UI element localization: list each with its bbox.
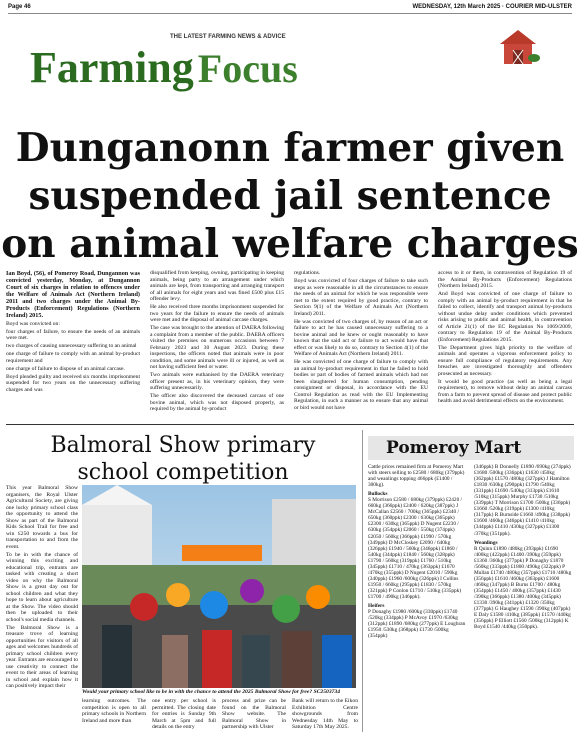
paragraph: disqualified from keeping, owning, participating in keeping animals, being party to an arrangement under which animals are kept, from transporting and arranging transport of all animals for eight years and was fined £500 plus £15 offender levy. <box>150 270 284 302</box>
paragraph: one charge of failure to dispose of an animal carcase. <box>6 365 125 372</box>
brand-word-farming: Farming <box>30 43 194 92</box>
paragraph: Boyd pleaded guilty and received six months imprisonment suspended for two years on the unnecessary suffering charges and was <box>6 373 140 393</box>
balmoral-bottom-col-4: Bank will return to the Eikon Exhibition Centre showgrounds from Wednesday 14th May to Saturday 17th May 2025. <box>292 698 358 730</box>
mart-prices: S Morrison £2580 / 680kg (379ppk) £2420 / 660kg (366ppk) £2400 / 620kg (387ppk) J McCallan £2560 / 700kg (365ppk) £2340 / 650kg (360ppk) £2300 / 630kg (365ppk) £2300 / 630kg (365ppk) D Nugent £2230 / 630kg (354ppk) £2060 / 550kg (374ppk) £2050 / 560kg (366ppk) £1990 / 570kg (349ppk) D McCloskey £2090 / 640kg (326ppk) £1940 / 560kg (346ppk) £1860 / 540kg (344ppk) £1840 / 560kg (328ppk) £1790 / 560kg (319ppk) £1760 / 510kg (345ppk) £1710 / 470kg (363ppk) £1670 /470kg (355ppk) D Nugent £2010 / 590kg (340ppk) £1960 /600kg (326ppk) I Collins £1950 / 660kg (295ppk) £1830 / 570kg (321ppk) P Conlon £1710 / 510kg (335ppk) £1700 / 490kg (346ppk). <box>368 497 463 600</box>
brand-word-focus: Focus <box>197 46 298 91</box>
page-number: Page 46 <box>8 4 31 10</box>
paragraph: To be in with the chance of winning this exciting and educational trip, entrants are tasked with creating a short video on why the Balmoral Show is a great day out for school children and what they hope to learn about agriculture at the Show. The video should then be uploaded to their school's social media channels. <box>6 551 78 623</box>
main-story-body <box>6 270 574 418</box>
barn-icon <box>496 26 540 66</box>
balmoral-headline <box>6 432 360 486</box>
paragraph: Boyd was convicted of four charges of failure to take such steps as were reasonable in all the circumstances to ensure the needs of an animal for which he was responsible were met to the extent required by good practice, contrary to Section 9(1) of the Welfare of Animals Act (Northern Ireland) 2011. <box>294 278 428 317</box>
dateline: WEDNESDAY, 12th March 2025 · COURIER MID-ULSTER <box>412 4 572 10</box>
paragraph: And Boyd was convicted of one charge of failure to comply with an animal by-product requirement in that he failed to collect, identify and transport animal by-products without undue delay under conditions which prevented risks arising to public and animal health, in contravention of Article 21(1) of the EC Regulation No 1069/2009, contrary to Regulation 19 of the Animal By-Products (Enforcement) Regulations 2015. <box>438 291 572 343</box>
story-column-1 <box>6 270 140 395</box>
mart-column-1 <box>368 464 468 639</box>
mart-subhead-bullocks: Bullocks <box>368 491 388 498</box>
paragraph: The case was brought to the attention of DAERA following a complaint from a member of the public. DAERA officers visited the premises on numerous occasions between 7 February 2023 and 30 August 2023. During these inspections, the officers noted that animals were in poor condition, and some animals were ill or injured, as well as not having sufficient feed or water. <box>150 325 284 370</box>
mart-prices: (346ppk) B Donnelly £1890 /690kg (274ppk) £1680 /500kg (336ppk) £1630 /450kg (362ppk) £1570 /480kg (327ppk) J Hamilton £1830 /630kg (290ppk) £1790 /540kg (331ppk) £1690 /540kg (313ppk) £1610 /510kg (315ppk) Murphy £1730 /510kg (339ppk) T Morrison £1700 /500kg (336ppk) £1660 /520kg (319ppk) £1300 /410kg (317ppk) R Burnside £1660 /490kg (338ppk) £1600 /460kg (346ppk) £1410 /410kg (344ppk) £1410 /430kg (327ppk) £1300 /370kg (351ppk). <box>474 464 571 537</box>
mart-prices: P Donaghy £1980 /600kg (330ppk) £1740 /520kg (334ppk) P McAvoy £1970 /630kg (312ppk) £1890 /680kg (277ppk) E Loughran £1950 /530kg (368ppk) £1730 /500kg (354ppk) <box>368 609 466 640</box>
paragraph: access to it or them, in contravention of Regulation 19 of the Animal By-Products (Enforcement) Regulations (Northern Ireland) 2015. <box>438 270 572 289</box>
main-headline <box>0 124 580 268</box>
balmoral-bottom-col-1: learning outcomes. The competition is open to all primary schools in Northern Ireland and more than <box>82 698 146 724</box>
paragraph: regulations. <box>294 270 321 276</box>
paragraph: The officer also discovered the deceased carcass of one bovine animal, which was not disposed properly, as required by the animal by-product <box>150 393 284 412</box>
balmoral-show-photo <box>82 485 356 688</box>
balmoral-headline-line-2: school competition <box>77 460 289 485</box>
headline-line-1: Dunganonn farmer given <box>15 125 565 171</box>
story-column-4 <box>438 270 572 406</box>
mart-subhead-weanlings: Weanlings <box>474 539 498 546</box>
paragraph: Boyd was convicted on: <box>6 320 60 327</box>
section-masthead <box>30 34 298 92</box>
story-column-2 <box>150 270 284 414</box>
mart-prices: R Quinn £1890 /480kg (393ppk) £1690 /400kg (422ppk) £1400 /390kg (359ppk) £1360 /360kg (377ppk) P Donaghy £1870 /560kg (333ppk) £1800 /490kg (322ppk) P Mullan £1740 /480kg (357ppk) £1710 /480kg (356ppk) £1610 /460kg (363ppk) £1600 /460kg (347ppk) B Burns £1700 / 480kg (354ppk) £1450 / 400kg (357ppk) £1430 /390kg (366ppk) £1380 /400kg (345ppk) £1330 /390kg (341ppk) £1320 /350kg (377ppk) G Haughey £1590 /390kg (407ppk) E Daly £1580 /410kg (385ppk) £1570 /440kg (356ppk) P Elliott £1560 /500kg (312ppk) K Boyd £1540 /440kg (350ppk). <box>474 545 572 631</box>
paragraph: He also received three months imprisonment suspended for two years for the failure to ensure the needs of animals were met and the disposal of animal carcase charges. <box>150 304 284 323</box>
paragraph: This year Balmoral Show organisers, the Royal Ulster Agricultural Society, are giving one lucky primary school class the opportunity to attend the Show as part of the Balmoral Kids School Trail for free and win £250 towards a bus for transportation to and from the event. <box>6 485 78 550</box>
paragraph: He was convicted of one charge of failure to comply with an animal by-product requirement in that he failed to hold bodies or part of bodies of farmed animals which had not been slaughtered for human consumption, pending consignment or disposal, in accordance with the EU Control Regulation as read with the EU Implementing Regulation, in such a manner as to ensure that any animal or bird would not have <box>294 359 428 411</box>
mart-subhead-heifers: Heifers <box>368 603 385 610</box>
paragraph: The Department gives high priority to the welfare of animals and operates a vigorous enforcement policy to ensure full compliance of regulatory requirements. Any breaches are investigated thoroughly and offenders prosecuted as necessary. <box>438 344 572 377</box>
headline-line-3: on animal welfare charges <box>1 221 579 267</box>
pomeroy-mart-title: Pomeroy Mart <box>368 436 574 460</box>
paragraph: The Balmoral Show is a treasure trove of learning opportunities for visitors of all ages and welcomes hundreds of primary school children every year. Entrants are encouraged to use creativity to connect the event to their areas of learning in school and explain how it can positively impact their <box>6 624 78 689</box>
paragraph: It would be good practice (as well as being a legal requirement), to remove without delay an animal carcass from a farm to prevent spread of disease and protect public health and avoid detrimental effects on the environment. <box>438 378 572 404</box>
mart-column-2 <box>474 464 574 630</box>
masthead-tagline: THE LATEST FARMING NEWS & ADVICE <box>170 34 286 40</box>
story-column-3 <box>294 270 428 413</box>
paragraph: two charges of causing unnecessary suffering to an animal <box>6 343 137 349</box>
photo-caption: Would your primary school like to be in with the chance to attend the 2025 Balmoral Show for free? SC2503734 <box>82 689 341 695</box>
balmoral-side-column <box>6 485 78 690</box>
paragraph: one charge of failure to comply with an animal by-product requirement and <box>6 351 140 364</box>
column-divider <box>362 430 363 732</box>
mart-intro: Cattle prices remained firm at Pomeroy Mart with steers selling to £2580 / 680kg (379ppk) and weanlings topping 466ppk (£1400 / 300kg). <box>368 464 465 489</box>
section-divider <box>6 424 574 425</box>
balmoral-bottom-col-2: one entry per school is permitted. The closing date for entries is Sunday 9th March at 5pm and full details on the entry <box>152 698 216 730</box>
paragraph: Two animals were euthanised by the DAERA veterinary officer present as, in his veterinary opinion, they were suffering unnecessarily. <box>150 372 284 391</box>
page-header-bar <box>8 2 572 14</box>
balmoral-headline-line-1: Balmoral Show primary <box>50 433 316 458</box>
paragraph: He was convicted of two charges of, by reason of an act or failure to act he has caused unnecessary suffering to a bovine animal and he knew or ought reasonably to have known that the said act or failure to act would have that effect or was likely to do so, contrary to Section 4(1) of the Welfare of Animals Act (Northern Ireland) 2011. <box>294 318 428 357</box>
headline-line-2: suspended jail sentence <box>28 173 552 219</box>
paragraph: four charges of failure, to ensure the needs of an animals were met. <box>6 328 140 341</box>
story-lead: Ian Boyd, (56), of Pomeroy Road, Dungannon was convicted yesterday, Monday, at Dungannon Court of six charges in relation to offences under the Welfare of Animals Act (Northern Ireland) 2011 and two charges under the Animal By-Products (Enforcement) Regulations (Northern Ireland) 2015. <box>6 270 140 319</box>
balmoral-bottom-col-3: process and prize can be found on the Balmoral Show website. The Balmoral Show in partnership with Ulster <box>222 698 286 730</box>
